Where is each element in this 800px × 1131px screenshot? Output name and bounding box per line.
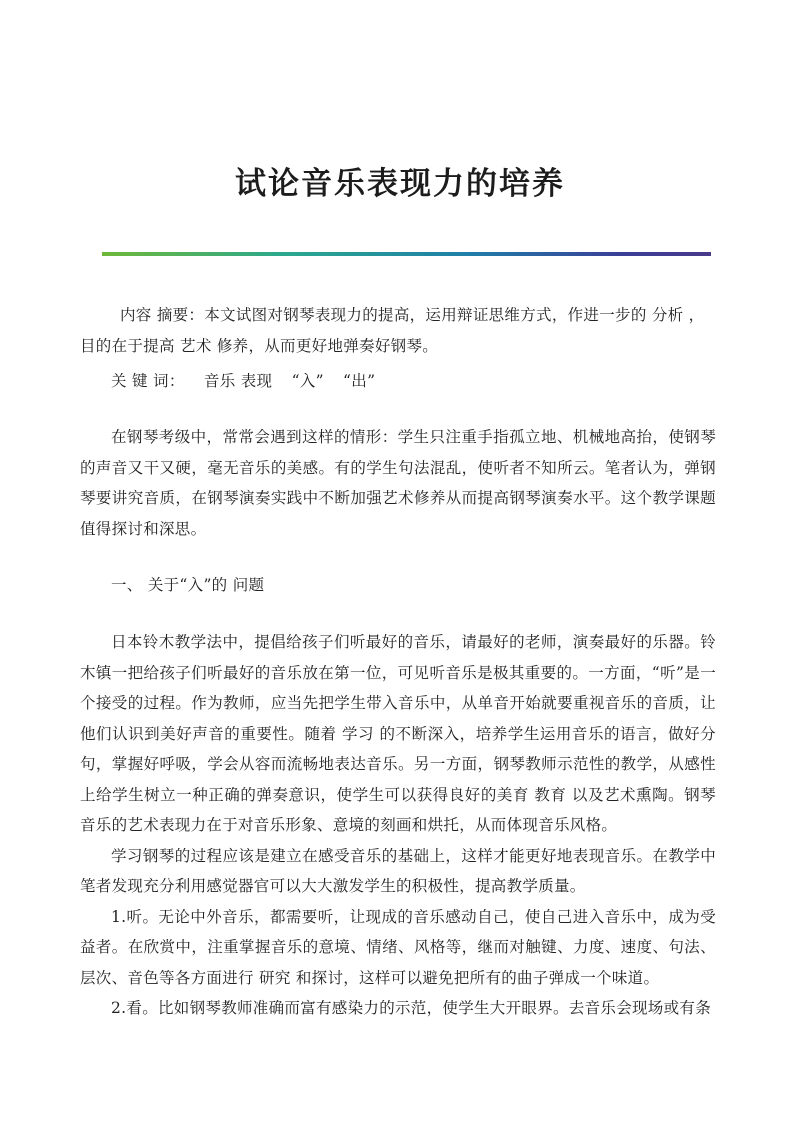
body-paragraph: 2.看。比如钢琴教师准确而富有感染力的示范，使学生大开眼界。去音乐会现场或有条 — [111, 999, 711, 1017]
section-heading: 一、 关于“入”的 问题 — [111, 576, 265, 594]
title-divider — [102, 252, 711, 256]
keyword-item: 音乐 表现 — [203, 372, 273, 390]
body-paragraph: 日本铃木教学法中，提倡给孩子们听最好的音乐，请最好的老师，演奏最好的乐器。铃木镇一把给孩子们听最好的音乐放在第一位，可见听音乐是极其重要的。一方面，“听”是一个接受的过程。作为教师，应当先把学生带入音乐中，从单音开始就要重视音乐的音质，让他们认识到美好声音的重要性。随着 学习 的不断深入，培养学生运用音乐的语言，做好分句，掌握好呼吸，学会从容而流畅地表达音乐。另一方面，钢琴教师示范性的教学，从感性上给学生树立一种正确的弹奏意识，使学生可以获得良好的美育 教育 以及艺术熏陶。钢琴音乐的艺术表现力在于对音乐形象、意境的刻画和烘托，从而体现音乐风格。 — [80, 633, 716, 834]
intro-paragraph: 在钢琴考级中，常常会遇到这样的情形：学生只注重手指孤立地、机械地高抬，使钢琴的声音又干又硬，毫无音乐的美感。有的学生句法混乱，使听者不知所云。笔者认为，弹钢琴要讲究音质，在钢琴演奏实践中不断加强艺术修养从而提高钢琴演奏水平。这个教学课题值得探讨和深思。 — [80, 428, 716, 538]
keyword-item: “入” — [291, 372, 324, 390]
keywords-line — [80, 366, 716, 397]
abstract — [80, 300, 716, 361]
abstract-line-1: 内容 摘要：本文试图对钢琴表现力的提高，运用辩证思维方式，作进一步的 分析 ， — [120, 306, 705, 324]
body-paragraph: 学习钢琴的过程应该是建立在感受音乐的基础上，这样才能更好地表现音乐。在教学中笔者发现充分利用感觉器官可以大大激发学生的积极性，提高教学质量。 — [80, 846, 716, 895]
keyword-item: “出” — [343, 372, 376, 390]
keywords-label: 关 键 词： — [111, 372, 185, 390]
body-text — [80, 627, 716, 1024]
body-paragraph: 1.听。无论中外音乐，都需要听，让现成的音乐感动自己，使自己进入音乐中，成为受益者。在欣赏中，注重掌握音乐的意境、情绪、风格等，继而对触键、力度、速度、句法、层次、音色等各方面进行 研究 和探讨，这样可以避免把所有的曲子弹成一个味道。 — [80, 907, 716, 987]
abstract-line-2: 目的在于提高 艺术 修养，从而更好地弹奏好钢琴。 — [80, 336, 439, 355]
document-title: 试论音乐表现力的培养 — [235, 166, 565, 202]
